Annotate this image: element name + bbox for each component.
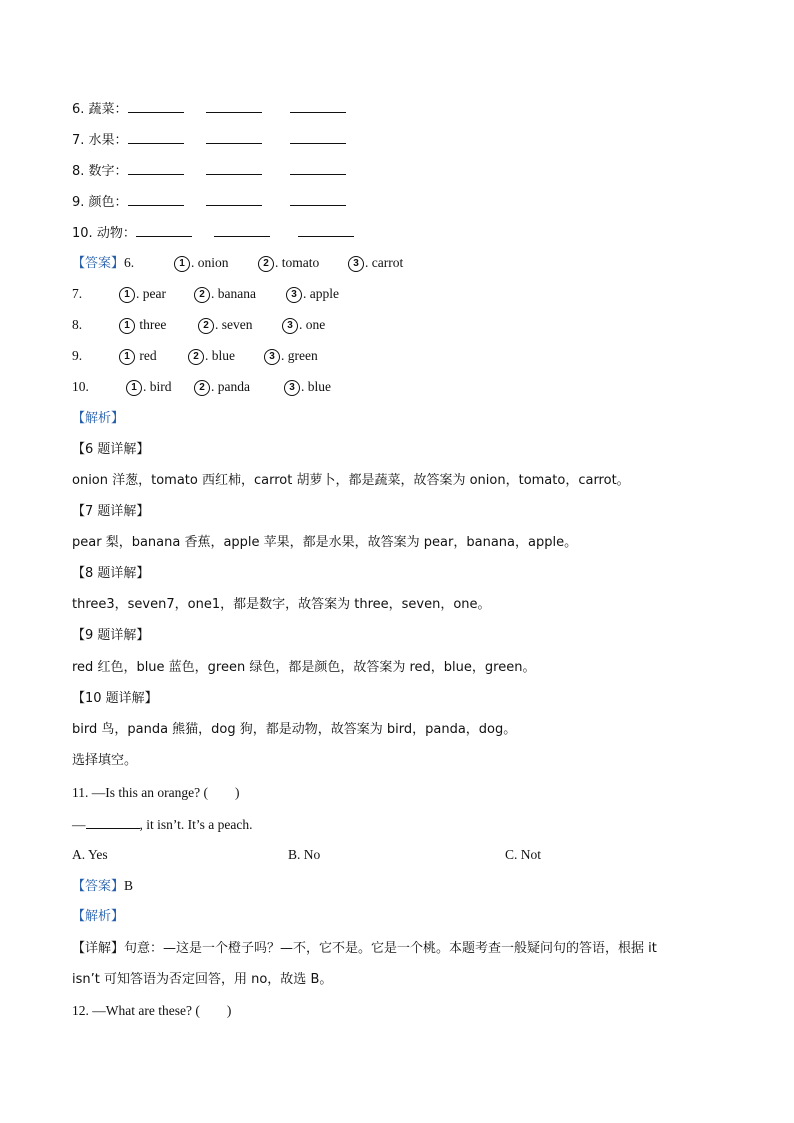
q11-detail-line1: 【详解】句意：—这是一个橙子吗？—不，它不是。它是一个桃。本题考查一般疑问句的答语，根据 it: [72, 941, 657, 956]
question-10: [72, 223, 354, 243]
detail-heading: 【7 题详解】: [72, 504, 150, 519]
circled-number-icon: 2: [194, 380, 210, 396]
answer-blank[interactable]: [136, 223, 192, 237]
answer-item: [348, 254, 403, 272]
answer-word: . green: [281, 348, 318, 363]
answer-item: [119, 347, 157, 365]
detail-heading: 【10 题详解】: [72, 691, 158, 706]
circled-number-icon: 1: [126, 380, 142, 396]
answer-item: [126, 378, 172, 396]
question-9: [72, 192, 346, 212]
answer-word: . seven: [215, 317, 253, 332]
answer-row-8: [72, 316, 326, 334]
circled-number-icon: 1: [174, 256, 190, 272]
answer-word: red: [136, 348, 157, 363]
answer-item: [198, 316, 253, 334]
answer-word: . blue: [205, 348, 235, 363]
q11-answer: [72, 877, 133, 896]
section-title: 选择填空。: [72, 753, 138, 768]
answer-item: [258, 254, 319, 272]
q11-option-b[interactable]: B. No: [288, 847, 321, 862]
q11-option-a[interactable]: A. Yes: [72, 847, 108, 862]
analysis-tag: 【解析】: [72, 411, 125, 426]
question-number: 8.: [72, 164, 85, 179]
q11-detail-line2: isn’t 可知答语为否定回答，用 no，故选 B。: [72, 972, 333, 987]
answer-item: [286, 285, 339, 303]
answer-word: . onion: [191, 255, 229, 270]
question-category: 蔬菜：: [88, 102, 128, 117]
answer-blank[interactable]: [86, 815, 140, 829]
answer-row-9: [72, 347, 318, 365]
answer-blank[interactable]: [290, 130, 346, 144]
q11-option-c[interactable]: C. Not: [505, 847, 542, 862]
answer-item: [284, 378, 331, 396]
detail-heading: 【8 题详解】: [72, 566, 150, 581]
answer-blank[interactable]: [298, 223, 354, 237]
answer-item: [119, 316, 166, 334]
answer-row-7: [72, 285, 339, 303]
answer-number: 10.: [72, 379, 89, 394]
analysis-tag: 【解析】: [72, 909, 125, 924]
circled-number-icon: 2: [258, 256, 274, 272]
answer-blank[interactable]: [128, 161, 184, 175]
question-category: 颜色：: [88, 195, 128, 210]
detail-heading: 【9 题详解】: [72, 628, 150, 643]
answer-item: [264, 347, 318, 365]
answer-word: . bird: [143, 379, 172, 394]
answer-tag: 【答案】: [72, 879, 125, 894]
answer-blank[interactable]: [290, 99, 346, 113]
answer-blank[interactable]: [128, 192, 184, 206]
question-number: 10.: [72, 226, 93, 241]
answer-word: . pear: [136, 286, 166, 301]
answer-blank[interactable]: [128, 130, 184, 144]
answer-tag: 【答案】: [72, 256, 125, 271]
question-number: 9.: [72, 195, 85, 210]
answer-item: [194, 285, 256, 303]
answer-blank[interactable]: [214, 223, 270, 237]
circled-number-icon: 3: [284, 380, 300, 396]
circled-number-icon: 2: [194, 287, 210, 303]
answer-word: . panda: [211, 379, 250, 394]
answer-blank[interactable]: [290, 192, 346, 206]
answer-blank[interactable]: [206, 161, 262, 175]
answer-item: [119, 285, 166, 303]
answer-word: . blue: [301, 379, 331, 394]
circled-number-icon: 1: [119, 318, 135, 334]
answer-number: 7.: [72, 286, 83, 301]
answer-word: . one: [299, 317, 326, 332]
answer-item: [194, 378, 250, 396]
circled-number-icon: 3: [282, 318, 298, 334]
answer-blank[interactable]: [290, 161, 346, 175]
answer-number: 8.: [72, 317, 83, 332]
detail-text: bird 鸟，panda 熊猫，dog 狗，都是动物，故答案为 bird，panda，dog。: [72, 722, 517, 737]
detail-text: onion 洋葱，tomato 西红柿，carrot 胡萝卜，都是蔬菜，故答案为 onion，tomato，carrot。: [72, 473, 630, 488]
detail-text: three3，seven7，one1，都是数字，故答案为 three，seven，one。: [72, 597, 491, 612]
q11-prompt: 11. —Is this an orange? ( ): [72, 785, 240, 800]
circled-number-icon: 1: [119, 349, 135, 365]
answer-item: [188, 347, 235, 365]
answer-value: B: [124, 878, 134, 893]
circled-number-icon: 3: [286, 287, 302, 303]
answer-word: three: [136, 317, 167, 332]
circled-number-icon: 1: [119, 287, 135, 303]
question-category: 水果：: [88, 133, 128, 148]
answer-word: . apple: [303, 286, 339, 301]
question-category: 动物：: [96, 226, 136, 241]
question-7: [72, 130, 346, 150]
answer-word: . banana: [211, 286, 256, 301]
question-category: 数字：: [88, 164, 128, 179]
question-6: [72, 99, 346, 119]
question-8: [72, 161, 346, 181]
detail-text: pear 梨，banana 香蕉，apple 苹果，都是水果，故答案为 pear，banana，apple。: [72, 535, 578, 550]
answer-number: 6.: [124, 255, 135, 270]
answer-blank[interactable]: [206, 192, 262, 206]
answer-blank[interactable]: [128, 99, 184, 113]
q12-prompt: 12. —What are these? ( ): [72, 1003, 232, 1018]
circled-number-icon: 2: [188, 349, 204, 365]
answer-row-6: [72, 254, 404, 273]
reply-text: , it isn’t. It’s a peach.: [139, 817, 253, 832]
detail-heading: 【6 题详解】: [72, 442, 150, 457]
question-number: 6.: [72, 102, 85, 117]
answer-word: . carrot: [365, 255, 404, 270]
dash: —: [72, 817, 86, 832]
answer-blank[interactable]: [206, 99, 262, 113]
q11-reply: [72, 815, 252, 834]
answer-number: 9.: [72, 348, 83, 363]
answer-row-10: [72, 378, 331, 396]
answer-word: . tomato: [275, 255, 320, 270]
answer-item: [282, 316, 325, 334]
circled-number-icon: 2: [198, 318, 214, 334]
answer-blank[interactable]: [206, 130, 262, 144]
question-number: 7.: [72, 133, 85, 148]
circled-number-icon: 3: [348, 256, 364, 272]
detail-text: red 红色，blue 蓝色，green 绿色，都是颜色，故答案为 red，blue，green。: [72, 660, 536, 675]
answer-item: [174, 254, 229, 272]
circled-number-icon: 3: [264, 349, 280, 365]
